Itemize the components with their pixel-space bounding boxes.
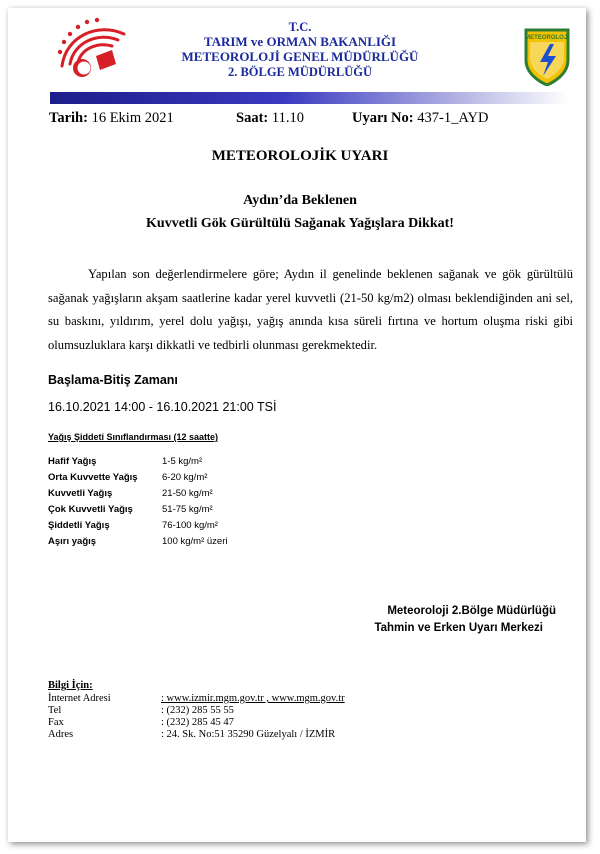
document-page [8,8,586,842]
date-field [49,110,174,127]
info-heading: Bilgi İçin: [48,680,93,691]
subtitle-line2: Kuvvetli Gök Gürültülü Sağanak Yağışlara Dikkat! [146,216,454,231]
classification-value: 1-5 kg/m² [162,456,203,467]
classification-name: Şiddetli Yağış [48,520,110,531]
info-label: Tel [48,705,62,716]
classification-heading: Yağış Şiddeti Sınıflandırması (12 saatte) [48,432,219,442]
header-region: 2. BÖLGE MÜDÜRLÜĞÜ [227,65,373,79]
header-gradient-bar [50,92,570,104]
header-ministry: TARIM ve ORMAN BAKANLIĞI [203,34,397,49]
signature-line1: Meteoroloji 2.Bölge Müdürlüğü [387,605,556,617]
document-title: METEOROLOJİK UYARI [211,148,389,164]
logo-text: METEOROLOJI [525,35,569,41]
classification-value: 51-75 kg/m² [162,504,213,515]
classification-value: 100 kg/m² üzeri [162,536,228,547]
signature-line2: Tahmin ve Erken Uyarı Merkezi [374,622,543,634]
date-value: 16 Ekim 2021 [91,110,174,126]
classification-name: Kuvvetli Yağış [48,488,113,499]
classification-value: 76-100 kg/m² [162,520,218,531]
date-label: Tarih: [49,110,88,126]
classification-name: Hafif Yağış [48,456,97,467]
time-label: Saat: [236,110,269,126]
warning-value: 437-1_AYD [417,110,489,126]
website-link[interactable]: : www.izmir.mgm.gov.tr , www.mgm.gov.tr [161,693,345,704]
header-tc: T.C. [288,20,312,34]
warning-label: Uyarı No: [352,110,414,126]
info-label: Fax [48,717,64,728]
header-directorate: METEOROLOJİ GENEL MÜDÜRLÜĞÜ [181,49,419,64]
info-label: Adres [48,729,74,740]
subtitle-line1: Aydın’da Beklenen [243,193,357,208]
classification-name: Aşırı yağış [48,536,97,547]
classification-name: Orta Kuvvette Yağış [48,472,138,483]
warning-number-field [352,110,488,127]
time-value: 11.10 [271,110,304,126]
info-value: : (232) 285 55 55 [161,705,234,716]
info-value: : 24. Sk. No:51 35290 Güzelyalı / İZMİR [161,729,336,740]
info-value: : (232) 285 45 47 [161,717,234,728]
period-heading: Başlama-Bitiş Zamanı [48,373,178,387]
classification-name: Çok Kuvvetli Yağış [48,504,133,515]
classification-value: 6-20 kg/m² [162,472,208,483]
info-label: İnternet Adresi [48,693,111,704]
body-paragraph [48,263,573,357]
meteorology-logo-icon [524,28,570,86]
body-text: Yapılan son değerlendirmelere göre; Aydın il genelinde beklenen sağanak ve gök gürültülü sağanak yağışların akşam saatlerine kadar yerel kuvvetli (21-50 kg/m2) olması beklendiğinden ani sel, su baskını, yıldırım, yerel dolu yağışı, yağış anında kısa süreli fırtına ve hortum oluşma riski gibi olumsuzluklara karşı dikkatli ve tedbirli olunması gerekmektedir. [48,267,573,352]
time-field [236,110,304,127]
period-value: 16.10.2021 14:00 - 16.10.2021 21:00 TSİ [48,400,277,414]
classification-value: 21-50 kg/m² [162,488,213,499]
